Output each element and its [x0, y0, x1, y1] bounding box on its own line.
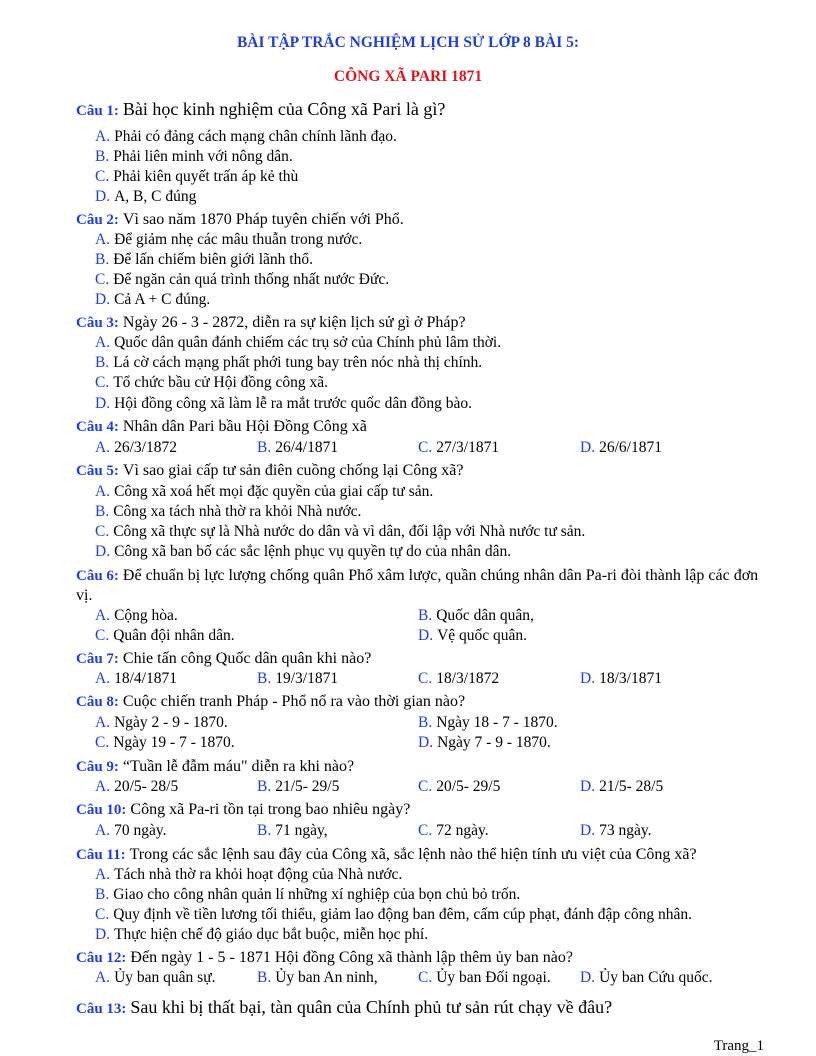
question-text: Bài học kinh nghiệm của Công xã Pari là gì? [122, 99, 446, 119]
question-number: Câu 4: [76, 419, 119, 435]
option-7a: A. 18/4/1871 [95, 670, 177, 687]
question-10 [76, 800, 410, 820]
question-8 [76, 692, 465, 712]
option-2a: A. Để giảm nhẹ các mâu thuẫn trong nước. [95, 231, 363, 248]
option-5c: C. Công xã thực sự là Nhà nước do dân và vì dân, đối lập với Nhà nước tư sản. [95, 523, 586, 540]
option-10d: D. 73 ngày. [580, 822, 652, 839]
question-11 [76, 845, 697, 865]
question-number: Câu 1: [76, 103, 119, 119]
option-9b: B. 21/5- 29/5 [257, 778, 340, 795]
option-7d: D. 18/3/1871 [580, 670, 662, 687]
option-10c: C. 72 ngày. [418, 822, 489, 839]
question-text: Nhân dân Pari bầu Hội Đồng Công xã [122, 418, 367, 435]
question-text: “Tuần lễ đẫm máu" diễn ra khi nào? [122, 758, 355, 775]
option-1b: B. Phải liên minh với nông dân. [95, 148, 293, 165]
question-number: Câu 10: [76, 802, 127, 818]
option-4c: C. 27/3/1871 [418, 439, 500, 456]
option-12a: A. Ủy ban quân sự. [95, 969, 216, 986]
option-3d: D. Hội đồng công xã làm lễ ra mắt trước quốc dân đồng bào. [95, 395, 473, 412]
option-2d: D. Cả A + C đúng. [95, 291, 211, 308]
question-number: Câu 3: [76, 315, 119, 331]
option-5b: B. Công xa tách nhà thờ ra khỏi Nhà nước. [95, 503, 362, 520]
option-8d: D. Ngày 7 - 9 - 1870. [418, 734, 551, 751]
question-13 [76, 997, 612, 1019]
option-6b: B. Quốc dân quân, [418, 607, 534, 624]
option-12d: D. Ủy ban Cứu quốc. [580, 969, 713, 986]
question-number: Câu 13: [76, 1001, 127, 1017]
question-3 [76, 313, 466, 333]
question-6 [76, 566, 766, 605]
option-2c: C. Để ngăn cản quá trình thống nhất nước Đức. [95, 271, 390, 288]
option-1a: A. Phải có đảng cách mạng chân chính lãnh đạo. [95, 128, 397, 145]
question-number: Câu 11: [76, 847, 126, 863]
question-2 [76, 210, 404, 230]
question-number: Câu 7: [76, 651, 119, 667]
question-text: Vì sao giai cấp tư sản điên cuồng chống lại Công xã? [122, 462, 464, 479]
question-number: Câu 6: [76, 568, 119, 584]
question-9 [76, 757, 354, 777]
option-1d: D. A, B, C đúng [95, 188, 197, 205]
option-4b: B. 26/4/1871 [257, 439, 339, 456]
option-9c: C. 20/5- 29/5 [418, 778, 501, 795]
option-10b: B. 71 ngày, [257, 822, 328, 839]
option-3a: A. Quốc dân quân đánh chiếm các trụ sở của Chính phủ lâm thời. [95, 334, 502, 351]
option-7c: C. 18/3/1872 [418, 670, 500, 687]
document-title: BÀI TẬP TRẮC NGHIỆM LỊCH SỬ LỚP 8 BÀI 5: [236, 34, 580, 51]
question-text: Ngày 26 - 3 - 2872, diễn ra sự kiện lịch sử gì ở Pháp? [122, 314, 466, 331]
question-number: Câu 9: [76, 759, 119, 775]
question-1 [76, 99, 445, 121]
option-6a: A. Cộng hòa. [95, 607, 178, 624]
question-5 [76, 461, 464, 481]
option-5d: D. Công xã ban bố các sắc lệnh phục vụ quyền tự do của nhân dân. [95, 543, 512, 560]
option-11b: B. Giao cho công nhân quản lí những xí nghiệp của bọn chủ bỏ trốn. [95, 886, 521, 903]
option-3b: B. Lá cờ cách mạng phất phới tung bay trên nóc nhà thị chính. [95, 354, 483, 371]
option-12b: B. Ủy ban An ninh, [257, 969, 378, 986]
option-4d: D. 26/6/1871 [580, 439, 662, 456]
question-number: Câu 8: [76, 694, 119, 710]
question-4 [76, 417, 367, 437]
option-8b: B. Ngày 18 - 7 - 1870. [418, 714, 558, 731]
question-number: Câu 12: [76, 950, 127, 966]
option-2b: B. Để lấn chiếm biên giới lãnh thổ. [95, 251, 313, 268]
question-text: Công xã Pa-ri tồn tại trong bao nhiêu ngày? [130, 801, 411, 818]
option-8a: A. Ngày 2 - 9 - 1870. [95, 714, 228, 731]
option-6c: C. Quân đội nhân dân. [95, 627, 235, 644]
option-10a: A. 70 ngày. [95, 822, 167, 839]
question-text: Để chuẩn bị lực lượng chống quân Phổ xâm lược, quần chúng nhân dân Pa-ri đòi thành lập các đơn vị. [76, 567, 759, 604]
option-6d: D. Vệ quốc quân. [418, 627, 528, 644]
question-number: Câu 2: [76, 212, 119, 228]
document-subtitle: CÔNG XÃ PARI 1871 [333, 68, 483, 85]
option-4a: A. 26/3/1872 [95, 439, 177, 456]
option-12c: C. Ủy ban Đối ngoại. [418, 969, 551, 986]
option-8c: C. Ngày 19 - 7 - 1870. [95, 734, 235, 751]
question-text: Trong các sắc lệnh sau đây của Công xã, sắc lệnh nào thể hiện tính ưu việt của Công xã? [129, 846, 697, 863]
option-11d: D. Thực hiện chế độ giáo dục bắt buộc, miễn học phí. [95, 926, 429, 943]
option-7b: B. 19/3/1871 [257, 670, 339, 687]
option-5a: A. Công xã xoá hết mọi đặc quyền của giai cấp tư sản. [95, 483, 434, 500]
question-7 [76, 649, 371, 669]
question-12 [76, 948, 573, 968]
option-11c: C. Quy định về tiền lương tối thiểu, giảm lao động ban đêm, cấm cúp phạt, đánh đập công nhân. [95, 906, 692, 923]
option-1c: C. Phải kiên quyết trấn áp kẻ thù [95, 168, 299, 185]
option-9a: A. 20/5- 28/5 [95, 778, 179, 795]
option-3c: C. Tổ chức bầu cử Hội đồng công xã. [95, 374, 329, 391]
question-text: Cuộc chiến tranh Pháp - Phổ nổ ra vào thời gian nào? [122, 693, 466, 710]
question-text: Sau khi bị thất bại, tàn quân của Chính phủ tư sản rút chạy về đâu? [130, 997, 613, 1017]
option-11a: A. Tách nhà thờ ra khỏi hoạt động của Nhà nước. [95, 866, 403, 883]
option-9d: D. 21/5- 28/5 [580, 778, 664, 795]
page-number: Trang_1 [713, 1038, 764, 1054]
question-text: Vì sao năm 1870 Pháp tuyên chiến với Phổ. [122, 211, 404, 228]
question-text: Chie tấn công Quốc dân quân khi nào? [122, 650, 372, 667]
question-number: Câu 5: [76, 463, 119, 479]
question-text: Đến ngày 1 - 5 - 1871 Hội đồng Công xã thành lập thêm ủy ban nào? [130, 949, 573, 966]
